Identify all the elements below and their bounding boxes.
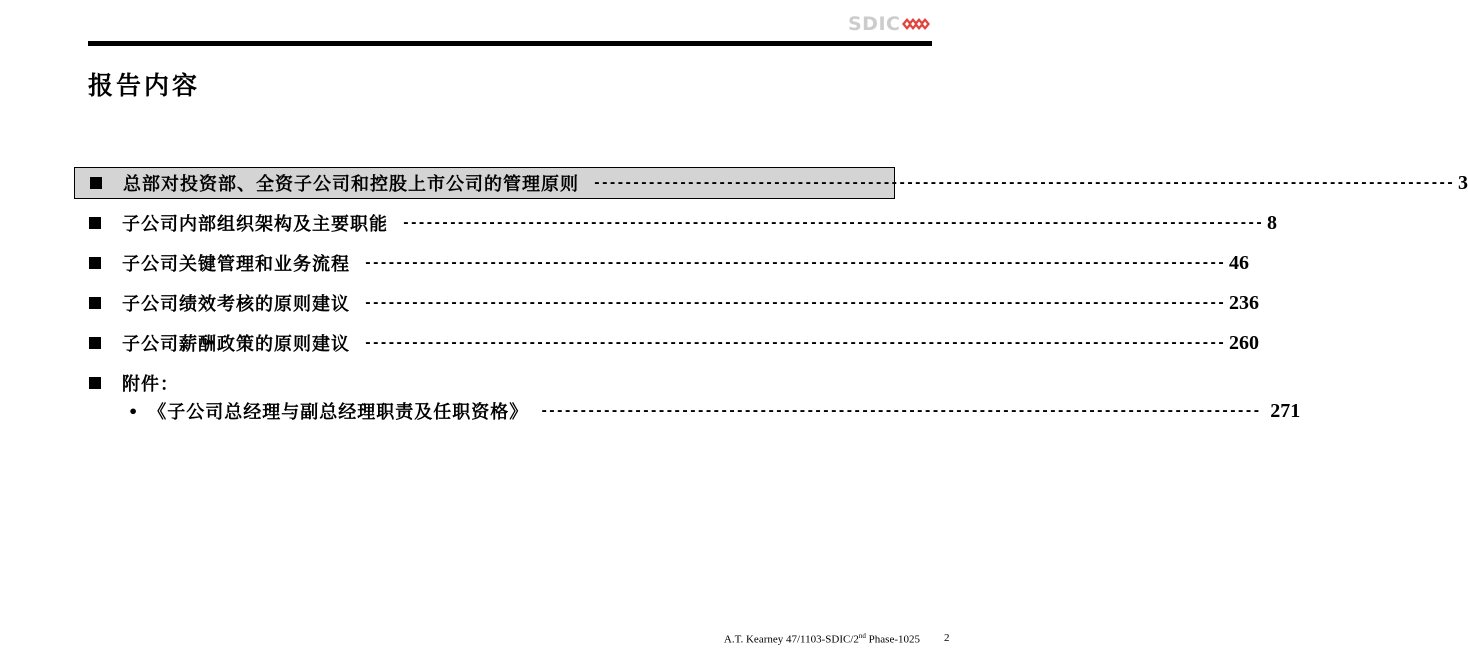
footer-text: A.T. Kearney 47/1103-SDIC/2 <box>723 633 859 646</box>
toc-item-page: 46 <box>1228 251 1249 274</box>
square-bullet-icon <box>89 337 101 349</box>
toc-item-performance[interactable] <box>74 287 1259 319</box>
toc-item-label: 子公司关键管理和业务流程 <box>122 254 350 275</box>
diamond-chain-icon <box>902 14 932 34</box>
square-bullet-icon <box>90 177 102 189</box>
header-rule <box>88 41 932 46</box>
dotted-leader: -------------------------------------------------------------------------------------------- <box>540 403 1261 419</box>
square-bullet-icon <box>89 377 101 389</box>
toc-item-compensation[interactable] <box>74 327 1259 359</box>
toc-item-management-principles[interactable] <box>74 167 1468 199</box>
logo-text: SDIC <box>848 13 901 35</box>
toc-item-label: 附件： <box>122 374 179 395</box>
toc-item-page: 8 <box>1266 211 1277 234</box>
sdic-logo <box>848 12 932 36</box>
page-title: 报告内容 <box>88 71 201 100</box>
dotted-leader: -------------------------------------------------------------------------------------------------------------- <box>364 255 1225 271</box>
page-number: 2 <box>944 632 950 644</box>
toc-item-organization[interactable] <box>74 207 1277 239</box>
toc-item-processes[interactable] <box>74 247 1249 279</box>
appendix-item-page: 271 <box>1270 399 1301 422</box>
toc-item-page: 236 <box>1228 291 1259 314</box>
appendix-item-label: 《子公司总经理与副总经理职责及任职资格》 <box>148 402 529 423</box>
toc-item-label: 子公司薪酬政策的原则建议 <box>122 334 350 355</box>
toc-item-page: 260 <box>1228 331 1259 354</box>
footer-citation <box>600 632 920 646</box>
footer-text-end: Phase-1025 <box>865 633 920 646</box>
dotted-leader: -------------------------------------------------------------------------------------------------------------- <box>364 335 1225 351</box>
dotted-leader: -------------------------------------------------------------------------------------------------------------- <box>593 175 1454 191</box>
toc-item-page: 3 <box>1457 171 1468 194</box>
square-bullet-icon <box>89 257 101 269</box>
toc-item-appendix[interactable] <box>74 367 895 399</box>
footer-superscript: nd <box>858 632 866 640</box>
toc-item-label: 总部对投资部、全资子公司和控股上市公司的管理原则 <box>123 174 579 195</box>
toc-item-label: 子公司内部组织架构及主要职能 <box>122 214 388 235</box>
appendix-item[interactable] <box>128 397 1301 425</box>
toc-item-label: 子公司绩效考核的原则建议 <box>122 294 350 315</box>
dotted-leader: -------------------------------------------------------------------------------------------------------------- <box>402 215 1263 231</box>
square-bullet-icon <box>89 217 101 229</box>
square-bullet-icon <box>89 297 101 309</box>
bullet-dot-icon: • <box>128 401 139 421</box>
dotted-leader: -------------------------------------------------------------------------------------------------------------- <box>364 295 1225 311</box>
